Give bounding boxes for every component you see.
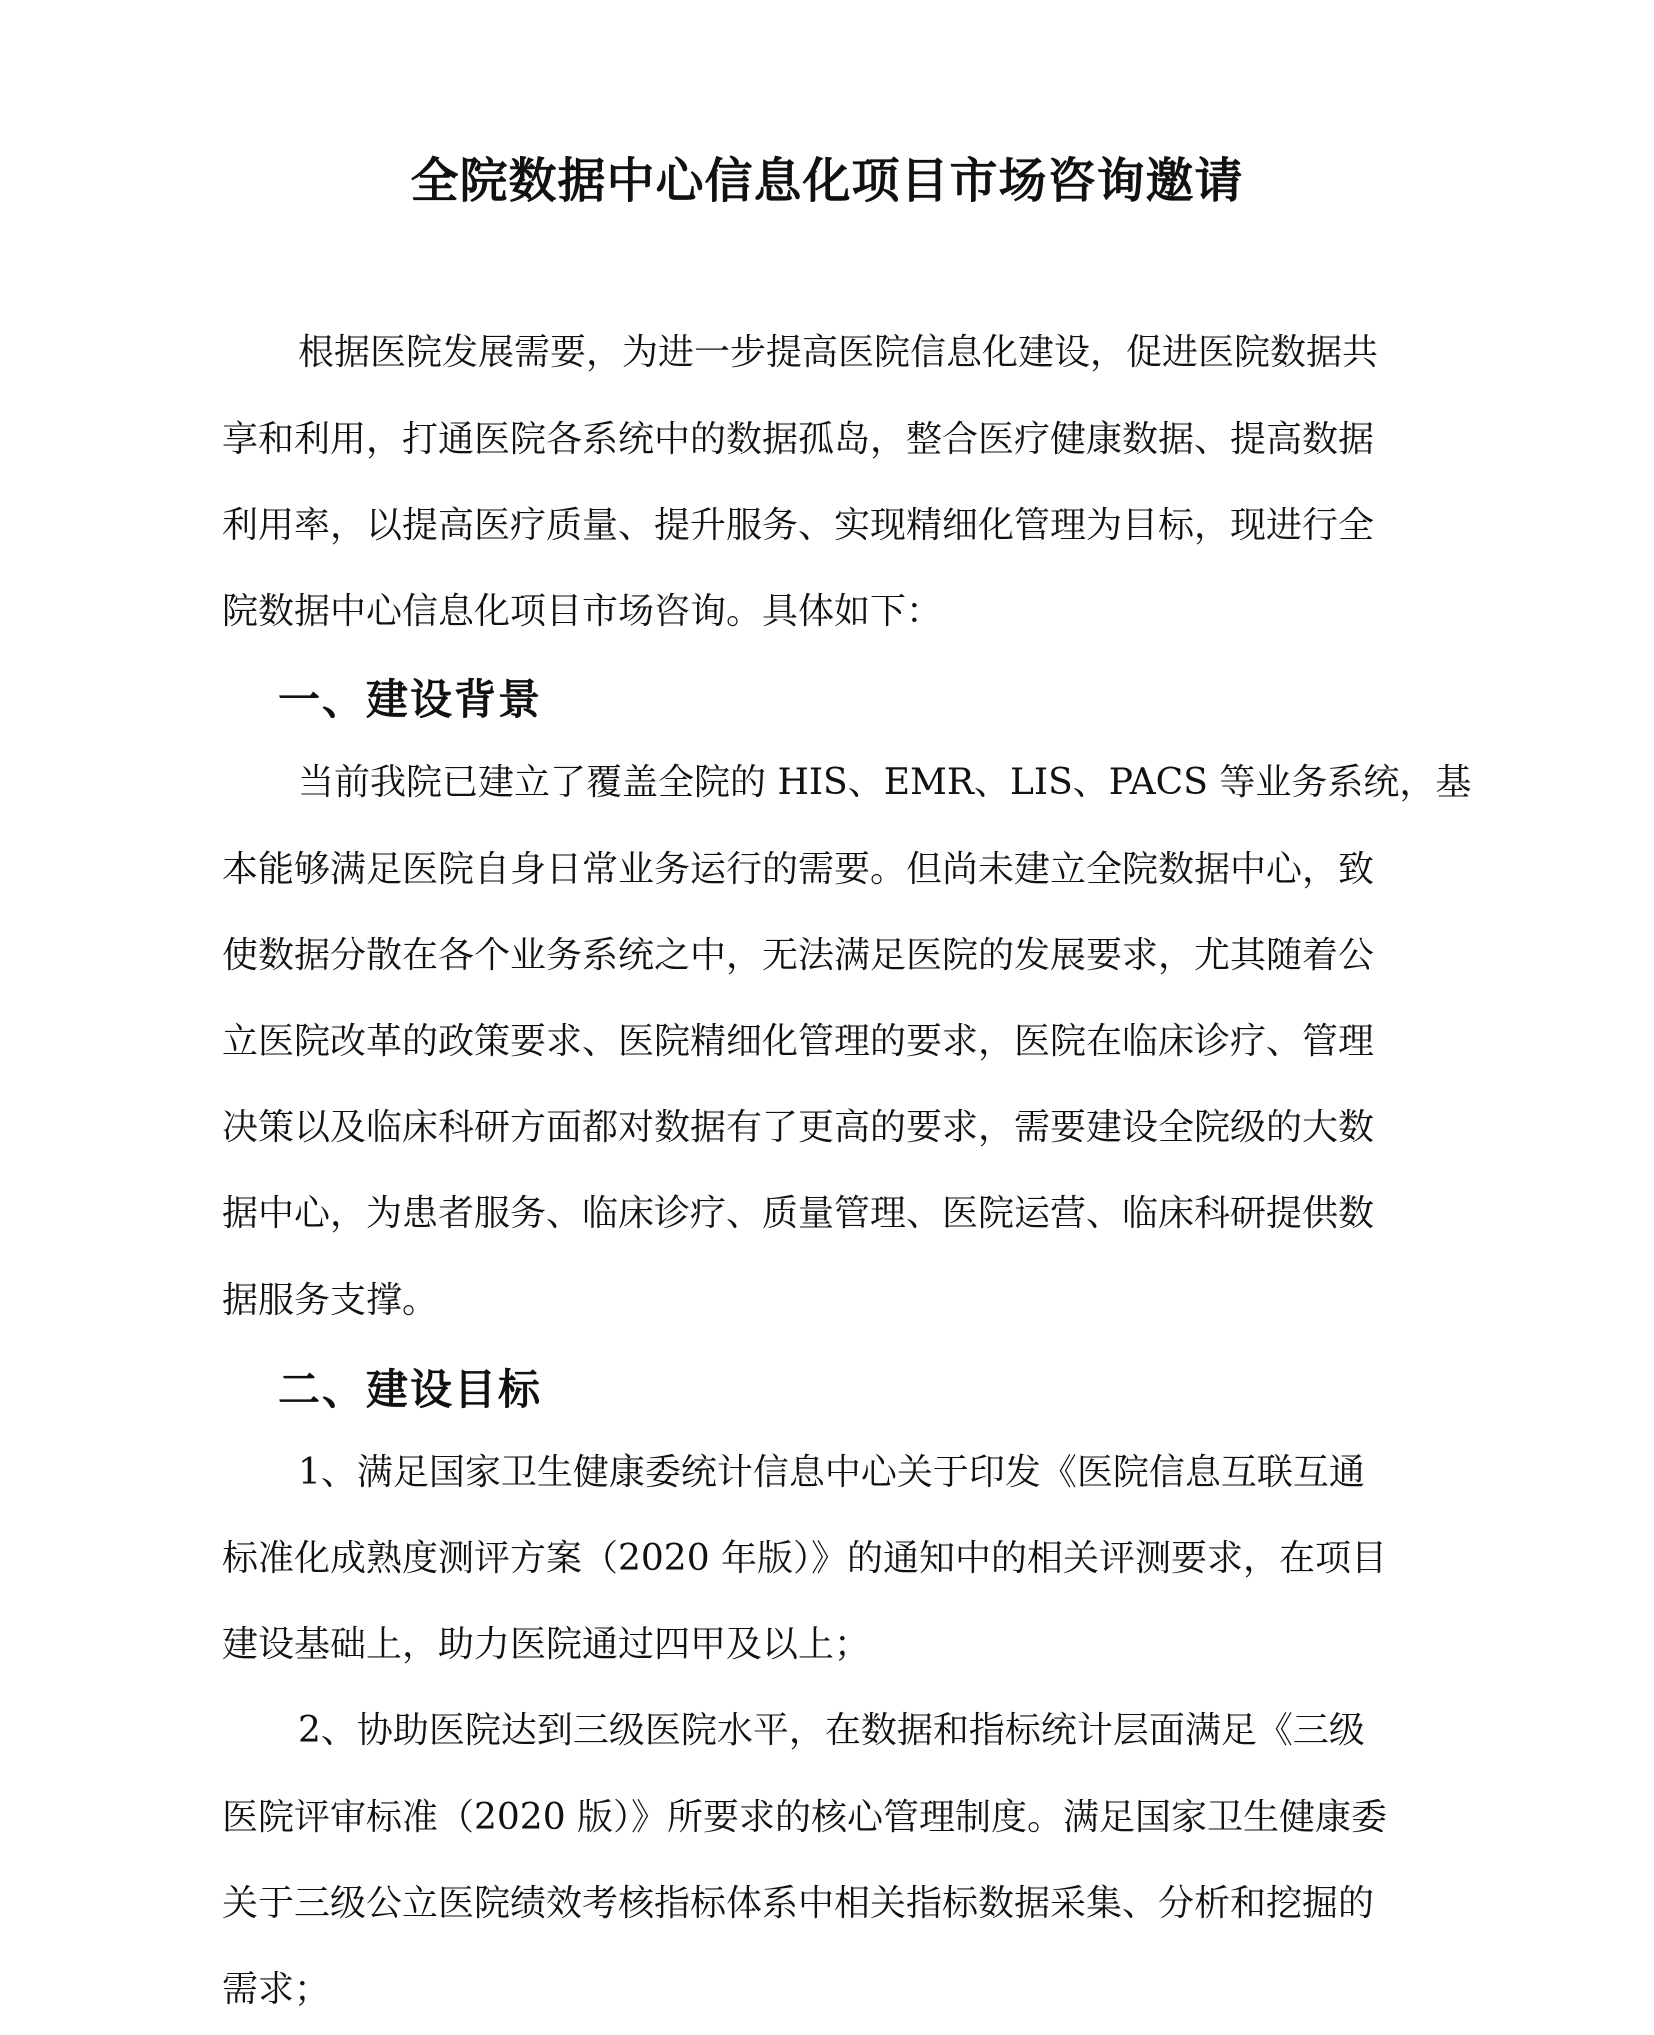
intro-line: 院数据中心信息化项目市场咨询。具体如下： bbox=[222, 591, 943, 632]
goal-item-line: 医院评审标准（2020 版）》所要求的核心管理制度。满足国家卫生健康委 bbox=[222, 1797, 1388, 1838]
background-line: 当前我院已建立了覆盖全院的 HIS、EMR、LIS、PACS 等业务系统，基 bbox=[298, 762, 1472, 803]
goal-item-line: 建设基础上，助力医院通过四甲及以上； bbox=[222, 1624, 871, 1665]
goal-item-line: 1、满足国家卫生健康委统计信息中心关于印发《医院信息互联互通 bbox=[298, 1452, 1365, 1493]
background-line: 使数据分散在各个业务系统之中，无法满足医院的发展要求，尤其随着公 bbox=[222, 935, 1375, 976]
goal-item-line: 需求； bbox=[222, 1969, 331, 2010]
section-heading-goals: 二、建设目标 bbox=[278, 1365, 543, 1414]
document-title: 全院数据中心信息化项目市场咨询邀请 bbox=[410, 153, 1244, 209]
intro-line: 根据医院发展需要，为进一步提高医院信息化建设，促进医院数据共 bbox=[298, 332, 1379, 373]
goal-item-line: 2、协助医院达到三级医院水平，在数据和指标统计层面满足《三级 bbox=[298, 1710, 1365, 1751]
background-line: 决策以及临床科研方面都对数据有了更高的要求，需要建设全院级的大数 bbox=[222, 1107, 1375, 1148]
background-line: 本能够满足医院自身日常业务运行的需要。但尚未建立全院数据中心，致 bbox=[222, 849, 1375, 890]
background-line: 立医院改革的政策要求、医院精细化管理的要求，医院在临床诊疗、管理 bbox=[222, 1021, 1375, 1062]
background-line: 据服务支撑。 bbox=[222, 1280, 439, 1321]
intro-line: 享和利用，打通医院各系统中的数据孤岛，整合医疗健康数据、提高数据 bbox=[222, 419, 1375, 460]
goal-item-line: 关于三级公立医院绩效考核指标体系中相关指标数据采集、分析和挖掘的 bbox=[222, 1883, 1375, 1924]
intro-line: 利用率，以提高医疗质量、提升服务、实现精细化管理为目标，现进行全 bbox=[222, 505, 1375, 546]
background-line: 据中心，为患者服务、临床诊疗、质量管理、医院运营、临床科研提供数 bbox=[222, 1193, 1375, 1234]
section-heading-background: 一、建设背景 bbox=[278, 675, 543, 724]
goal-item-line: 标准化成熟度测评方案（2020 年版）》的通知中的相关评测要求，在项目 bbox=[222, 1538, 1388, 1579]
